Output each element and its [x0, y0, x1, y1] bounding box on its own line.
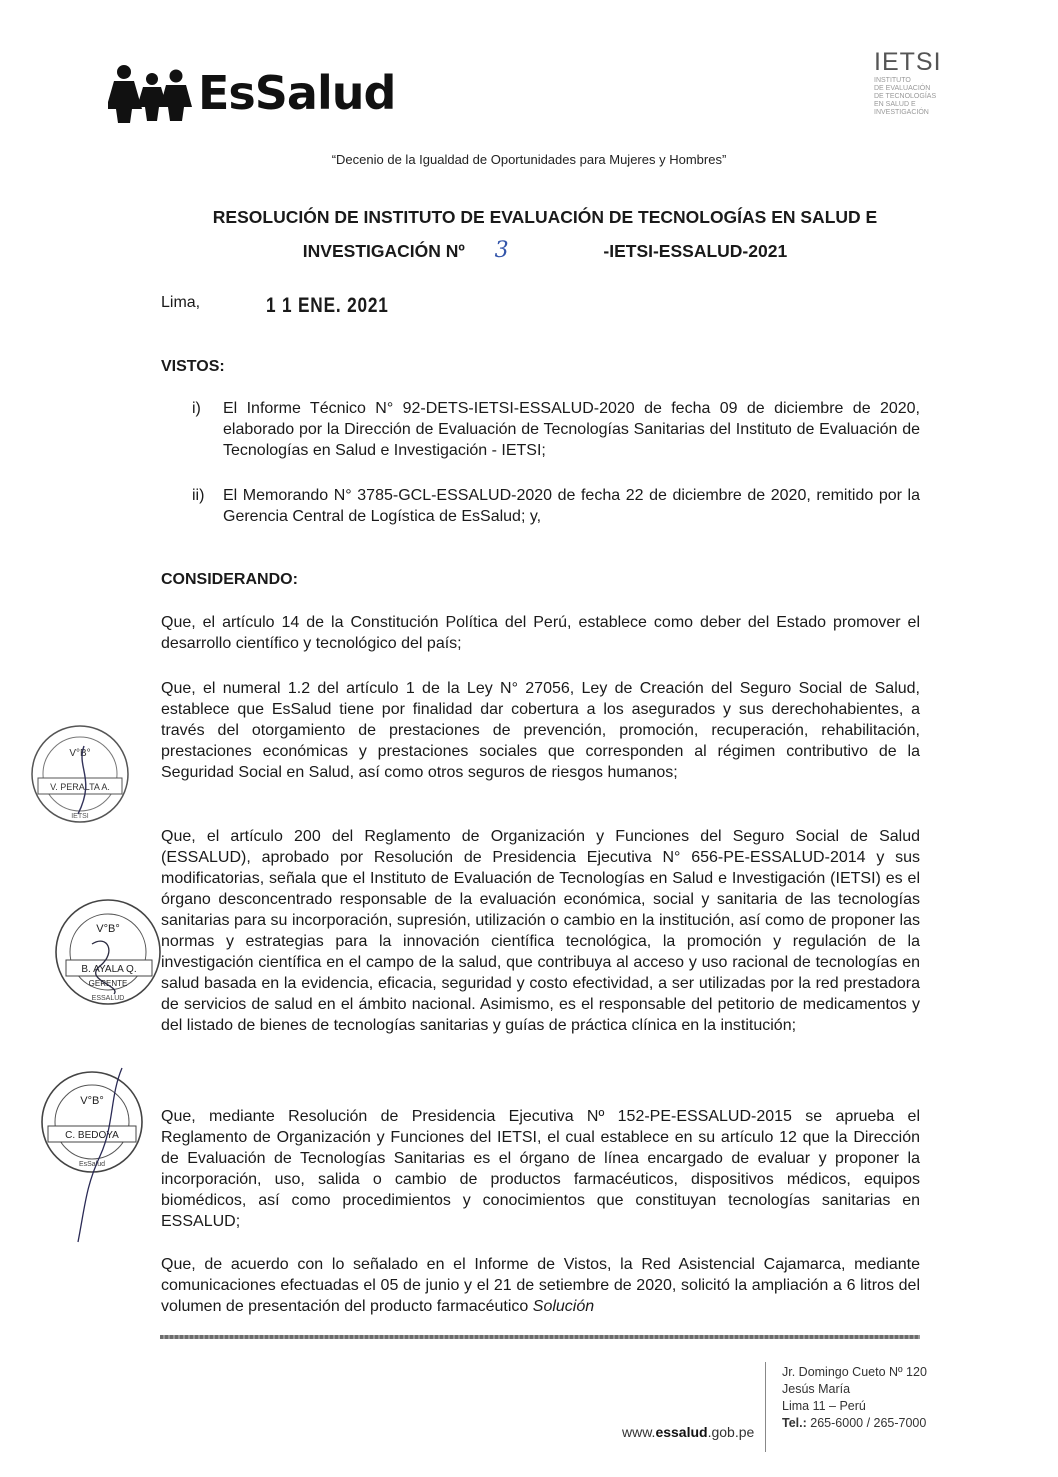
family-figures-icon — [108, 63, 194, 123]
ietsi-subtitle — [874, 77, 984, 117]
stamp-role: GERENTE — [88, 979, 128, 988]
paragraph: Que, mediante Resolución de Presidencia Ejecutiva Nº 152-PE-ESSALUD-2015 se aprueba el Reglamento de Organización y Funciones del IETSI, el cual establece en su artículo 12 que la Dirección de Evaluación de Tecnologías Sanitarias es el órgano de línea encargado de evaluar y proponer la incorporación, uso, salida o cambio de productos farmacéuticos, dispositivos médicos, equipos biomédicos, así como procedimientos y conocimientos que constituyan tecnologías sanitarias en ESSALUD; — [161, 1108, 920, 1230]
stamp-vb: V°B° — [69, 748, 91, 759]
list-text: El Memorando N° 3785-GCL-ESSALUD-2020 de fecha 22 de diciembre de 2020, remitido por la Gerencia Central de Logística de EsSalud; y, — [223, 487, 920, 525]
resolution-title-line1: RESOLUCIÓN DE INSTITUTO DE EVALUACIÓN DE TECNOLOGÍAS EN SALUD E — [212, 207, 878, 227]
resolution-prefix: INVESTIGACIÓN Nº — [302, 241, 465, 261]
address-line: Jr. Domingo Cueto Nº 120 — [782, 1365, 927, 1379]
tel-label: Tel.: — [782, 1416, 807, 1430]
paragraph — [161, 1254, 920, 1317]
stamp-arc-text: ESSALUD — [91, 995, 125, 1002]
paragraph: Que, el artículo 14 de la Constitución Política del Perú, establece como deber del Estado promover el desarrollo científico y tecnológico del país; — [161, 614, 920, 652]
stamp-vb: V°B° — [80, 1095, 104, 1107]
footer-website — [622, 1424, 754, 1440]
web-domain: essalud — [655, 1424, 708, 1440]
resolution-suffix: -IETSI-ESSALUD-2021 — [603, 241, 788, 261]
resolution-title — [130, 200, 960, 268]
ietsi-line: DE EVALUACIÓN — [874, 85, 931, 92]
list-text: El Informe Técnico N° 92-DETS-IETSI-ESSALUD-2020 de fecha 09 de diciembre de 2020, elaborado por la Dirección de Evaluación de Tecnologías Sanitarias del Instituto de Evaluación de Tecnologías en Salud e Investigación - IETSI; — [223, 400, 920, 459]
paragraph-text: Que, de acuerdo con lo señalado en el Informe de Vistos, la Red Asistencial Cajamarca, mediante comunicaciones efectuadas el 05 de junio y el 21 de setiembre de 2020, solicitó la ampliación a 6 litros del volumen de presentación del producto farmacéutico — [161, 1256, 920, 1315]
logo-text: EsSalud — [198, 66, 396, 120]
list-marker: i) — [192, 400, 201, 417]
address-line: Lima 11 – Perú — [782, 1399, 866, 1413]
list-item — [192, 485, 920, 527]
footer-divider — [160, 1335, 920, 1339]
address-line: Jesús María — [782, 1382, 851, 1396]
date-stamp: 1 1 ENE. 2021 — [266, 294, 389, 317]
resolution-title-line2 — [130, 234, 960, 268]
approval-stamp — [30, 1066, 160, 1246]
telephone — [782, 1415, 927, 1432]
stamp-vb: V°B° — [96, 923, 120, 935]
stamp-name: V. PERALTA A. — [50, 782, 110, 792]
paragraph: Que, el numeral 1.2 del artículo 1 de la Ley N° 27056, Ley de Creación del Seguro Social de Salud, establece que EsSalud tiene por finalidad dar cobertura a los asegurados y sus derechohabientes, a través del otorgamiento de prestaciones de prevención, promoción, recuperación, rehabilitación, prestaciones económicas y prestaciones sociales que corresponden al régimen contributivo de la Seguridad Social en Salud, así como otros seguros de riesgos humanos; — [161, 680, 920, 781]
stamp-name: B. AYALA Q. — [81, 964, 137, 975]
paragraph-italic-tail: Solución — [532, 1298, 595, 1315]
paragraph: Que, el artículo 200 del Reglamento de Organización y Funciones del Seguro Social de Salud (ESSALUD), aprobado por Resolución de Presidencia Ejecutiva N° 656-PE-ESSALUD-2014 y sus modificatorias, señala que el Instituto de Evaluación de Tecnologías en Salud e Investigación (IETSI) es el órgano desconcentrado responsable de la evaluación económica, social y sanitaria de las tecnologías sanitarias para su incorporación, supresión, utilización o cambio en la institución, así como de proponer las normas y estrategias para la innovación científica tecnológica, la promoción y regulación de la investigación científica en el campo de la salud, que contribuya al acceso y uso racional de tecnologías en salud basada en la evidencia, eficacia, seguridad y costo efectividad, a ser utilizadas por la red prestadora de servicios de salud en el ámbito nacional. Asimismo, es el responsable del petitorio de medicamentos y del listado de bienes de tecnologías sanitarias y guías de práctica clínica en la institución; — [161, 828, 920, 1034]
footer-separator — [765, 1362, 766, 1452]
place-label: Lima, — [161, 294, 201, 311]
tel-value: 265-6000 / 265-7000 — [810, 1416, 927, 1430]
ietsi-line: INSTITUTO — [874, 77, 911, 84]
approval-stamp — [26, 718, 134, 830]
ietsi-line: DE TECNOLOGÍAS — [874, 93, 937, 100]
handwritten-number: 3 — [494, 238, 509, 263]
vistos-heading: VISTOS: — [161, 358, 225, 375]
stamp-arc-text: EsSalud — [78, 1161, 106, 1168]
ietsi-name: IETSI — [874, 48, 942, 76]
ietsi-line: INVESTIGACIÓN — [874, 109, 929, 116]
list-marker: ii) — [192, 487, 205, 504]
stamp-name: C. BEDOYA — [65, 1130, 119, 1141]
stamp-arc-text: IETSI — [71, 813, 89, 820]
essalud-logo — [108, 58, 395, 128]
list-item — [192, 398, 920, 461]
considerando-heading: CONSIDERANDO: — [161, 571, 298, 588]
web-suffix: .gob.pe — [707, 1424, 755, 1440]
footer-address — [782, 1364, 927, 1432]
web-prefix: www. — [622, 1424, 656, 1440]
ietsi-line: EN SALUD E — [874, 101, 916, 108]
ietsi-logo — [874, 50, 984, 117]
slogan: “Decenio de la Igualdad de Oportunidades para Mujeres y Hombres” — [331, 152, 727, 167]
approval-stamp — [52, 886, 164, 1020]
